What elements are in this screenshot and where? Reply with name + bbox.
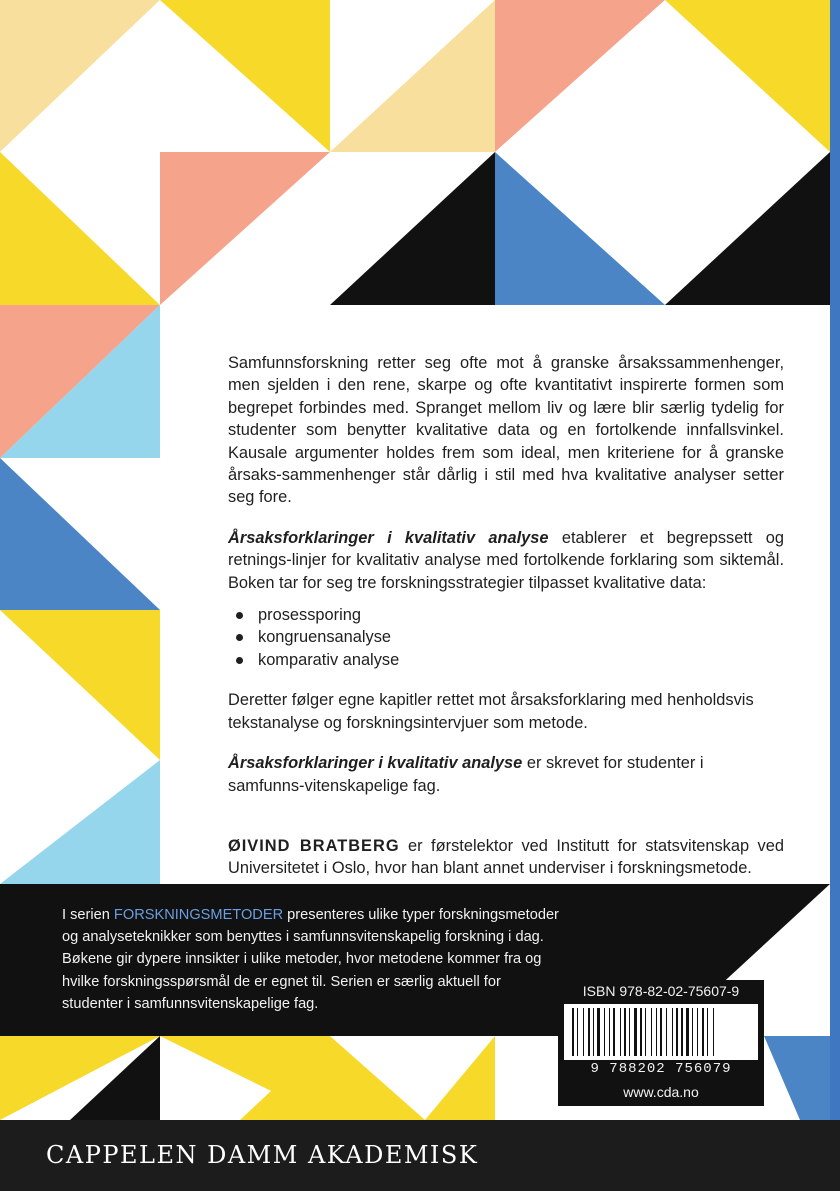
barcode-bar: [640, 1008, 642, 1056]
blurb-paragraph: Deretter følger egne kapitler rettet mot årsaksforklaring med henholdsvis tekstanalyse og forskningsintervjuer som metode.: [228, 691, 754, 732]
barcode-bar: [577, 1008, 578, 1056]
barcode-bar: [583, 1008, 584, 1056]
list-item: prosessporing: [258, 604, 784, 626]
blurb-text: er skrevet for studenter i samfunns-vitenskapelige fag.: [228, 754, 704, 795]
barcode-bar: [656, 1008, 657, 1056]
list-item: komparativ analyse: [258, 649, 784, 671]
publisher-logo: CAPPELEN DAMM AKADEMISK: [46, 1141, 479, 1169]
barcode-bar: [634, 1008, 637, 1056]
series-name: FORSKNINGSMETODER: [113, 907, 284, 923]
barcode-bar: [713, 1008, 714, 1056]
barcode-bar: [645, 1008, 646, 1056]
list-item: kongruensanalyse: [258, 626, 784, 648]
barcode-bar: [620, 1008, 621, 1056]
barcode-bar: [629, 1008, 630, 1056]
book-title: Årsaksforklaringer i kvalitativ analyse: [228, 528, 549, 547]
author-bio-text: er førstelektor ved Institutt for statsvitenskap ved Universitetet i Oslo, hvor han blant annet underviser i forskningsmetode.: [228, 836, 784, 878]
publisher-url: www.cda.no: [623, 1084, 699, 1100]
barcode-bar: [624, 1008, 626, 1056]
series-prefix: I serien: [62, 907, 114, 923]
barcode-bar: [660, 1008, 662, 1056]
barcode-bar: [651, 1008, 652, 1056]
barcode-bar: [597, 1008, 600, 1056]
barcode-digits: 9 788202 756079: [590, 1061, 732, 1077]
barcode-bar: [593, 1008, 594, 1056]
author-name: ØIVIND BRATBERG: [228, 836, 400, 855]
blurb-text: etablerer et begrepssett og retnings-linjer for kvalitativ analyse med fortolkende forklaring som siktemål. Boken tar for seg tre forskningsstrategier tilpasset kvalitative data:: [228, 528, 784, 592]
barcode-bar: [686, 1008, 689, 1056]
barcode-bar: [692, 1008, 693, 1056]
barcode-bar: [672, 1008, 673, 1056]
barcode-bar: [604, 1008, 605, 1056]
barcode: [564, 1004, 758, 1060]
series-description: [62, 904, 562, 1015]
book-title: Årsaksforklaringer i kvalitativ analyse: [228, 754, 523, 773]
barcode-box: [558, 980, 764, 1106]
barcode-bar: [613, 1008, 615, 1056]
series-text: presenteres ulike typer forskningsmetoder og analyseteknikker som benyttes i samfunnsvitenskapelig forskning i dag. Bøkene gir dypere innsikter i ulike metoder, hvor metodene kommer fra og hvilke forskningsspørsmål de er egnet til. Serien er særlig aktuell for studenter i samfunnsvitenskapelige fag.: [62, 907, 559, 1012]
barcode-bar: [707, 1008, 708, 1056]
barcode-bars: [564, 1004, 758, 1060]
barcode-bar: [676, 1008, 678, 1056]
blurb-paragraph: Samfunnsforskning retter seg ofte mot å granske årsakssammenhenger, men sjelden i den rene, skarpe og ofte kvantitativt inspirerte formen som begrepet forbindes med. Spranget mellom liv og lære blir særlig tydelig for studenter som benytter kvalitative data og en fortolkende innfallsvinkel. Kausale argumenter holdes frem som ideal, men kriteriene for å granske årsaks-sammenhenger står dårlig i stil med hva kvalitative analyser setter seg fore.: [228, 354, 784, 507]
barcode-bar: [702, 1008, 704, 1056]
isbn-label: ISBN 978-82-02-75607-9: [582, 983, 740, 999]
barcode-bar: [697, 1008, 698, 1056]
barcode-bar: [666, 1008, 667, 1056]
barcode-bar: [572, 1008, 574, 1056]
barcode-bar: [588, 1008, 590, 1056]
barcode-bar: [681, 1008, 683, 1056]
barcode-bar: [609, 1008, 610, 1056]
